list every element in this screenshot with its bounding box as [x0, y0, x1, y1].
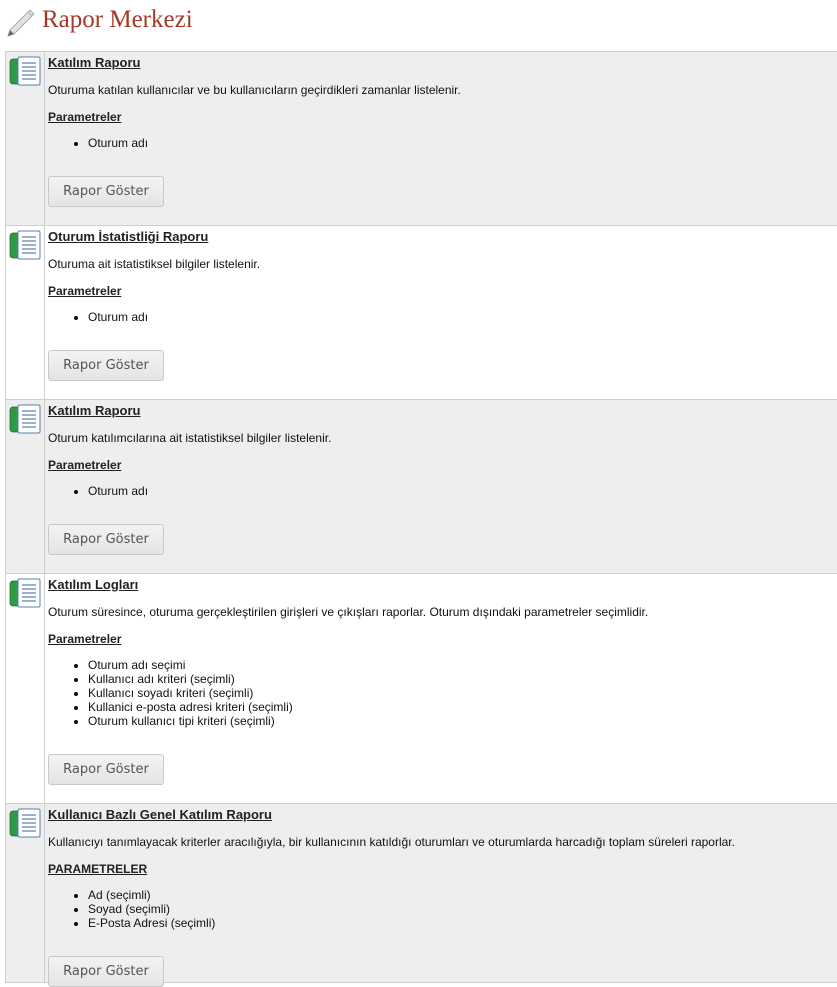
page-title: Rapor Merkezi — [42, 6, 193, 33]
pen-icon — [6, 6, 36, 38]
report-icon-column — [6, 226, 45, 399]
parameter-item: • Ad (seçimli) — [88, 888, 837, 902]
report-title-link[interactable]: Oturum İstatistliği Raporu — [48, 229, 209, 244]
parameters-list — [48, 136, 837, 150]
parameters-heading: PARAMETRELER — [48, 862, 148, 876]
report-item — [5, 804, 837, 983]
report-description: Oturum süresince, oturuma gerçekleştirilen girişleri ve çıkışları raporlar. Oturum dışındaki parametreler seçimlidir. — [48, 605, 649, 619]
report-description: Oturuma katılan kullanıcılar ve bu kullanıcıların geçirdikleri zamanlar listelenir. — [48, 83, 461, 97]
report-title-link[interactable]: Katılım Logları — [48, 577, 139, 592]
show-report-button[interactable]: Rapor Göster — [48, 956, 164, 987]
page-header — [0, 0, 837, 48]
parameters-list — [48, 658, 837, 728]
report-icon-column — [6, 804, 45, 982]
parameter-item: • Oturum adı — [88, 310, 837, 324]
show-report-button[interactable]: Rapor Göster — [48, 524, 164, 555]
parameters-list — [48, 484, 837, 498]
parameter-item: • Oturum adı seçimi — [88, 658, 837, 672]
report-document-icon — [9, 404, 41, 434]
show-report-button[interactable]: Rapor Göster — [48, 350, 164, 381]
report-icon-column — [6, 52, 45, 225]
report-icon-column — [6, 400, 45, 573]
report-title-link[interactable]: Katılım Raporu — [48, 403, 141, 418]
report-description: Oturum katılımcılarına ait istatistiksel bilgiler listelenir. — [48, 431, 332, 445]
show-report-button[interactable]: Rapor Göster — [48, 176, 164, 207]
report-document-icon — [9, 230, 41, 260]
parameter-item: • Oturum adı — [88, 484, 837, 498]
parameter-item: • Soyad (seçimli) — [88, 902, 837, 916]
parameter-item: • E-Posta Adresi (seçimli) — [88, 916, 837, 930]
report-document-icon — [9, 56, 41, 86]
report-list — [5, 51, 837, 983]
parameters-heading: Parametreler — [48, 458, 122, 472]
parameter-item: • Kullanıcı soyadı kriteri (seçimli) — [88, 686, 837, 700]
parameters-heading: Parametreler — [48, 632, 122, 646]
parameter-item: • Kullanici e-posta adresi kriteri (seçimli) — [88, 700, 837, 714]
report-document-icon — [9, 808, 41, 838]
show-report-button[interactable]: Rapor Göster — [48, 754, 164, 785]
report-item — [5, 574, 837, 804]
report-item — [5, 226, 837, 400]
report-description: Kullanıcıyı tanımlayacak kriterler aracılığıyla, bir kullanıcının katıldığı oturumları ve oturumlarda harcadığı toplam süreleri raporlar. — [48, 835, 735, 849]
parameter-item: • Kullanıcı adı kriteri (seçimli) — [88, 672, 837, 686]
parameters-heading: Parametreler — [48, 110, 122, 124]
parameters-list — [48, 888, 837, 930]
parameter-item: • Oturum adı — [88, 136, 837, 150]
report-document-icon — [9, 578, 41, 608]
report-item — [5, 400, 837, 574]
parameters-heading: Parametreler — [48, 284, 122, 298]
report-item — [5, 52, 837, 226]
parameters-list — [48, 310, 837, 324]
report-description: Oturuma ait istatistiksel bilgiler listelenir. — [48, 257, 261, 271]
parameter-item: • Oturum kullanıcı tipi kriteri (seçimli) — [88, 714, 837, 728]
report-title-link[interactable]: Kullanıcı Bazlı Genel Katılım Raporu — [48, 807, 272, 822]
report-title-link[interactable]: Katılım Raporu — [48, 55, 141, 70]
report-icon-column — [6, 574, 45, 803]
